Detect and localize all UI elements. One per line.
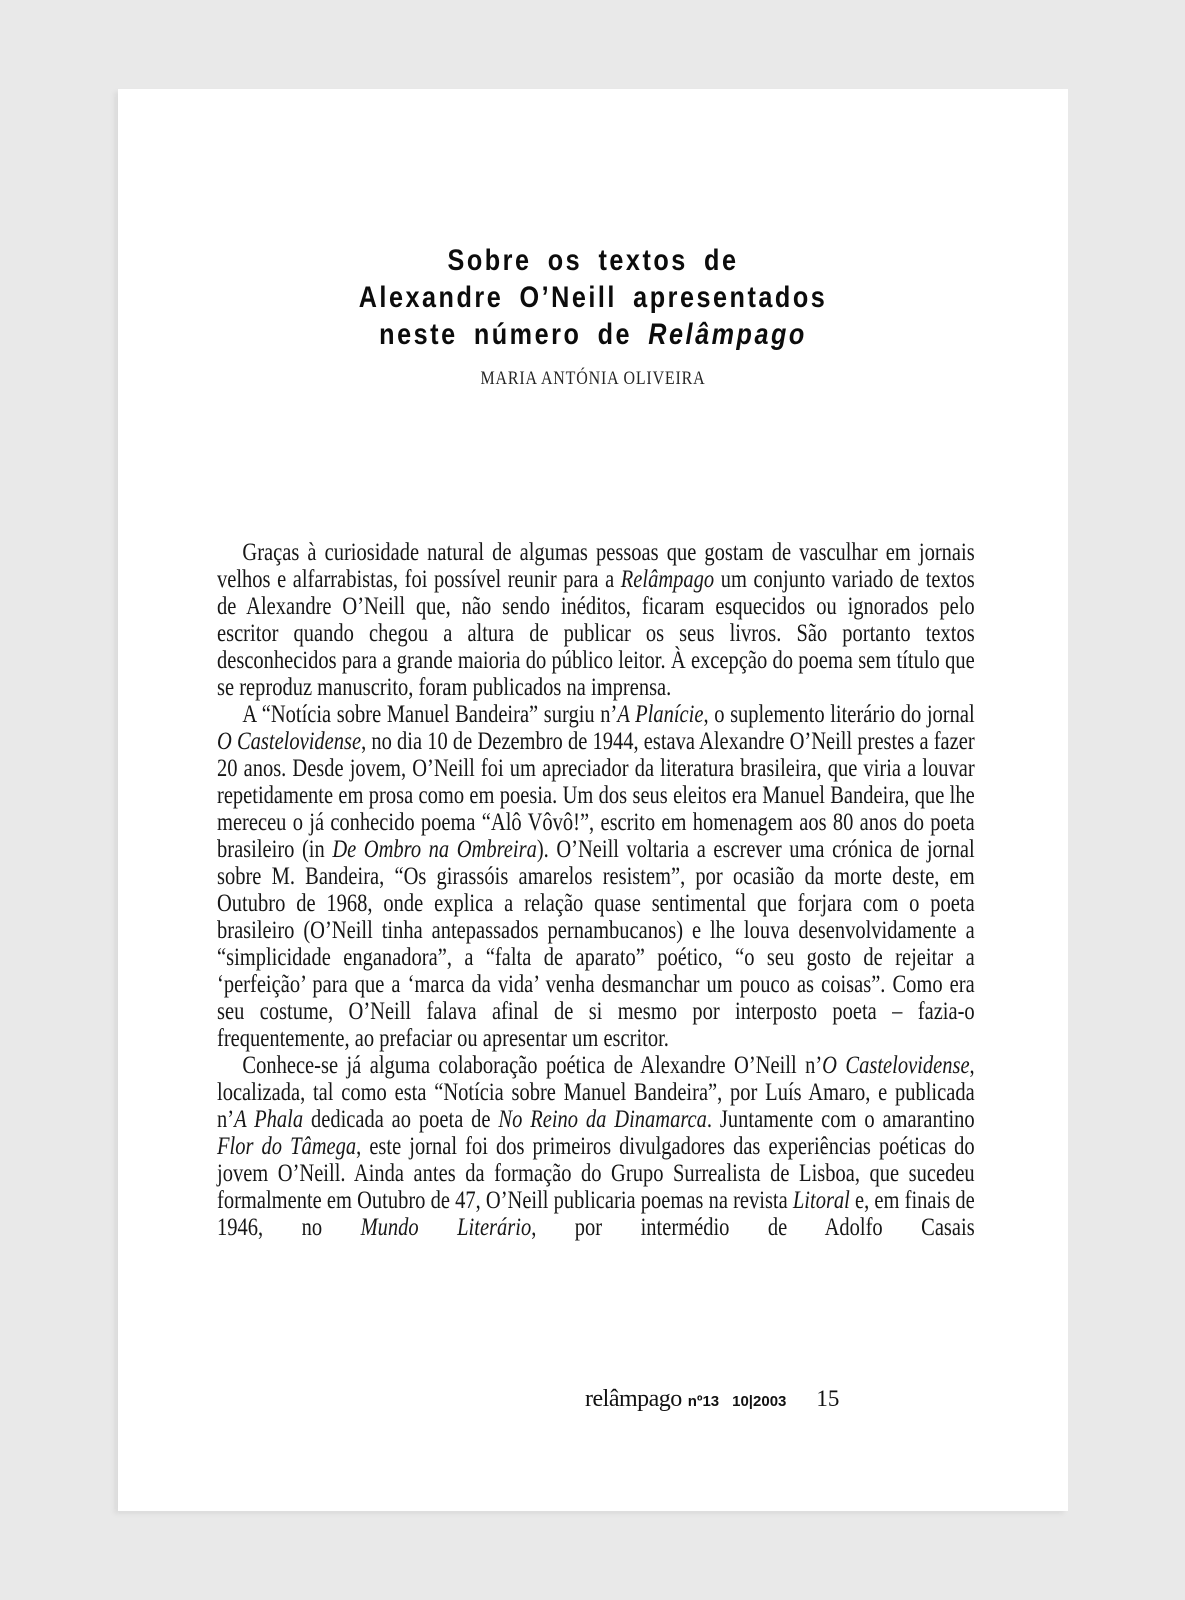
page-footer	[585, 1386, 839, 1413]
article-title	[194, 242, 992, 353]
paragraph-1: Graças à curiosidade natural de algumas pessoas que gostam de vasculhar em jornais velhos e alfarrabistas, foi possível reunir para a Relâmpago um conjunto variado de textos de Alexandre O’Neill que, não sendo inéditos, ficaram esquecidos ou ignorados pelo escritor quando chegou a altura de publicar os seus livros. São portanto textos desconhecidos para a grande maioria do público leitor. À excepção do poema sem título que se reproduz manuscrito, foram publicados na imprensa.	[217, 539, 975, 701]
title-line-1: Sobre os textos de	[447, 244, 739, 277]
title-line-3: neste número de Relâmpago	[379, 318, 807, 351]
paper-page	[118, 89, 1068, 1511]
issue-date: 10|2003	[732, 1393, 787, 1410]
author-byline: MARIA ANTÓNIA OLIVEIRA	[480, 368, 706, 389]
page-number: 15	[816, 1386, 840, 1411]
paragraph-2: A “Notícia sobre Manuel Bandeira” surgiu n’A Planície, o suplemento literário do jornal O Castelovidense, no dia 10 de Dezembro de 1944, estava Alexandre O’Neill prestes a fazer 20 anos. Desde jovem, O’Neill foi um apreciador da literatura brasileira, que viria a louvar repetidamente em prosa como em poesia. Um dos seus eleitos era Manuel Bandeira, que lhe mereceu o já conhecido poema “Alô Vôvô!”, escrito em homenagem aos 80 anos do poeta brasileiro (in De Ombro na Ombreira). O’Neill voltaria a escrever uma crónica de jornal sobre M. Bandeira, “Os girassóis amarelos resistem”, por ocasião da morte deste, em Outubro de 1968, onde explica a relação quase sentimental que forjara com o poeta brasileiro (O’Neill tinha antepassados pernambucanos) e lhe louva desenvolvidamente a “simplicidade enganadora”, a “falta de aparato” poético, “o seu gosto de rejeitar a ‘perfeição’ para que a ‘marca da vida’ venha desmanchar um pouco as coisas”. Como era seu costume, O’Neill falava afinal de si mesmo por interposto poeta – fazia-o frequentemente, ao prefaciar ou apresentar um escritor.	[217, 701, 975, 1052]
issue-number: nº13	[687, 1393, 720, 1410]
journal-logo-text: relâmpago	[585, 1386, 682, 1412]
article-body	[217, 539, 975, 1241]
title-line-2: Alexandre O’Neill apresentados	[358, 281, 828, 314]
paragraph-3: Conhece-se já alguma colaboração poética de Alexandre O’Neill n’O Castelovidense, localizada, tal como esta “Notícia sobre Manuel Bandeira”, por Luís Amaro, e publicada n’A Phala dedicada ao poeta de No Reino da Dinamarca. Juntamente com o amarantino Flor do Tâmega, este jornal foi dos primeiros divulgadores das experiências poéticas do jovem O’Neill. Ainda antes da formação do Grupo Surrealista de Lisboa, que sucedeu formalmente em Outubro de 47, O’Neill publicaria poemas na revista Litoral e, em finais de 1946, no Mundo Literário, por intermédio de Adolfo Casais	[217, 1052, 975, 1241]
